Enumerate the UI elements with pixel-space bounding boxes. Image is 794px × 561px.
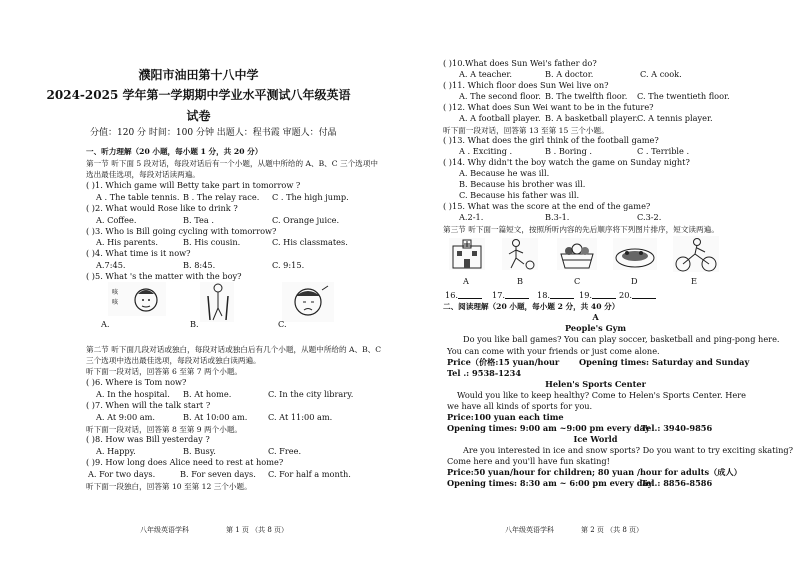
q10-option-b: B. A doctor. [545, 69, 594, 79]
question-4: ( )4. What time is it now? [86, 248, 191, 258]
blank-line-19 [592, 290, 616, 299]
blank-number-16: 16. [445, 289, 459, 300]
q4-option-c: C. 9:15. [272, 260, 305, 270]
question-2: ( )2. What would Rose like to drink ? [86, 203, 238, 213]
exam-title-line1: 2024-2025 学年第一学期期中学业水平测试八年级英语 [46, 88, 351, 102]
peoples-gym-tel: Tel .: 9538-1234 [447, 368, 522, 378]
q5-option-b: B. [190, 319, 199, 329]
q12-option-a: A. A football player. [459, 113, 541, 123]
q7-option-c: C. At 11:00 am. [268, 412, 333, 422]
dialogue-instruction-8-9: 听下面一段对话，回答第 8 至第 9 两个小题。 [86, 425, 243, 434]
q13-option-b: B . Boring . [545, 146, 593, 156]
food-plate-picture [613, 238, 657, 270]
exam-title-line2: 试卷 [186, 109, 211, 123]
part1-sec2-instructions-2: 三个选项中选出最佳选项，每段对话或独白读两遍。 [86, 356, 261, 365]
q6-option-a: A. In the hospital. [96, 389, 170, 399]
peoples-gym-text-1: Do you like ball games? You can play soccer, basketball and ping-pong here. [463, 334, 780, 344]
answer-blank-16[interactable] [445, 290, 482, 299]
q3-option-a: A. His parents. [96, 237, 158, 247]
peoples-gym-price: Price（价格:15 yuan/hour [447, 357, 560, 367]
blank-line-18 [550, 290, 574, 299]
blank-line-20 [632, 290, 656, 299]
q15-option-c: C.3-2. [637, 212, 662, 222]
q9-option-b: B. For seven days. [180, 469, 256, 479]
helens-opening-times: Opening times: 9:00 am ~9:00 pm every day [447, 423, 650, 433]
svg-text:咳: 咳 [112, 299, 119, 306]
q10-option-c: C. A cook. [640, 69, 682, 79]
picture-label-d: D [631, 276, 638, 286]
question-9: ( )9. How long does Alice need to rest at home? [86, 457, 284, 467]
peoples-gym-opening-times: Opening times: Saturday and Sunday [579, 357, 750, 367]
q5-option-a: A. [101, 319, 110, 329]
picture-label-a: A [463, 276, 469, 286]
q7-option-b: B. At 10:00 am. [183, 412, 248, 422]
blank-number-19: 19. [579, 289, 593, 300]
question-3: ( )3. Who is Bill going cycling with tomorrow? [86, 226, 277, 236]
question-13: ( )13. What does the girl think of the football game? [443, 135, 659, 145]
svg-text:咳: 咳 [112, 289, 119, 296]
question-5: ( )5. What 's the matter with the boy? [86, 271, 242, 281]
ice-world-title: Ice World [573, 434, 618, 444]
monologue-instruction-10-12: 听下面一段独白，回答第 10 至第 12 三个小题。 [86, 482, 252, 491]
picture-label-b: B [517, 276, 524, 286]
part1-sec1-instructions: 第一节 听下面 5 段对话，每段对话后有一个小题，从题中所给的 A、B、C 三个选项中 [86, 159, 378, 168]
q14-option-a: A. Because he was ill. [459, 168, 550, 178]
blank-line-17 [505, 290, 529, 299]
q15-option-b: B.3-1. [545, 212, 570, 222]
dialogue-instruction-13-15: 听下面一段对话，回答第 13 至第 15 三个小题。 [443, 126, 609, 135]
question-7: ( )7. When will the talk start ? [86, 400, 211, 410]
question-1: ( )1. Which game will Betty take part in tomorrow ? [86, 180, 301, 190]
exam-page-2 [397, 0, 794, 561]
peoples-gym-title: People's Gym [564, 323, 627, 333]
q5-option-c: C. [278, 319, 287, 329]
footer-subject: 八年级英语学科 [505, 526, 554, 534]
q1-option-a: A . The table tennis. [96, 192, 180, 202]
q2-option-c: C. Orange juice. [272, 215, 340, 225]
helens-text-2: we have all kinds of sports for you. [447, 401, 593, 411]
helens-tel: Tel.: 3940-9856 [641, 423, 713, 433]
q11-option-c: C. The twentieth floor. [637, 91, 730, 101]
answer-blank-17[interactable] [492, 290, 529, 299]
sick-boy-coughing-picture [108, 282, 166, 316]
q11-option-b: B. The twelfth floor. [545, 91, 628, 101]
boy-with-fever-picture [282, 282, 334, 322]
part1-heading: 一、听力理解（20 小题，每小题 1 分，共 20 分） [86, 147, 263, 156]
helens-text-1: Would you like to keep healthy? Come to Helen's Sports Center. Here [457, 390, 746, 400]
ice-world-tel: Tel.: 8856-8586 [641, 478, 713, 488]
q12-option-c: C. A tennis player. [637, 113, 713, 123]
blank-number-20: 20. [619, 289, 633, 300]
picture-label-e: E [691, 276, 697, 286]
q2-option-a: A. Coffee. [96, 215, 137, 225]
school-name: 濮阳市油田第十八中学 [138, 68, 259, 82]
footer-page-number: 第 1 页 （共 8 页） [226, 526, 289, 534]
dialogue-instruction-6-7: 听下面一段对话，回答第 6 至第 7 两个小题。 [86, 367, 243, 376]
part1-sec2-instructions: 第二节 听下面几段对话或独白，每段对话或独白后有几个小题，从题中所给的 A、B、C [86, 345, 382, 354]
question-10: ( )10.What does Sun Wei's father do? [443, 58, 597, 68]
q14-option-b: B. Because his brother was ill. [459, 179, 586, 189]
picture-label-c: C [574, 276, 581, 286]
q9-option-c: C. For half a month. [268, 469, 351, 479]
q2-option-b: B. Tea . [183, 215, 214, 225]
q1-option-b: B . The relay race. [183, 192, 260, 202]
answer-blank-19[interactable] [579, 290, 616, 299]
boy-playing-soccer-picture [502, 238, 538, 270]
question-12: ( )12. What does Sun Wei want to be in the future? [443, 102, 654, 112]
q6-option-b: B. At home. [183, 389, 232, 399]
q14-option-c: C. Because his father was ill. [459, 190, 580, 200]
fruit-basket-picture [557, 238, 597, 270]
q3-option-c: C. His classmates. [272, 237, 348, 247]
q9-option-a: A. For two days. [88, 469, 156, 479]
footer-subject: 八年级英语学科 [140, 526, 189, 534]
helens-price: Price:100 yuan each time [447, 412, 564, 422]
question-15: ( )15. What was the score at the end of the game? [443, 201, 651, 211]
part1-sec1-instructions-2: 选出最佳选项，每段对话读两遍。 [86, 170, 200, 179]
ice-world-text-1: Are you interested in ice and snow sports? Do you want to try exciting skating? [463, 445, 793, 455]
q12-option-b: B. A basketball player. [545, 113, 638, 123]
helens-sports-center-title: Helen's Sports Center [545, 379, 646, 389]
exam-info: 分值：120 分 时间：100 分钟 出题人：程书霞 审题人：付晶 [90, 128, 337, 138]
part2-heading: 二、阅读理解（20 小题，每小题 2 分，共 40 分） [443, 302, 620, 311]
q1-option-c: C . The high jump. [272, 192, 349, 202]
question-14: ( )14. Why didn't the boy watch the game on Sunday night? [443, 157, 690, 167]
passage-a-label: A [592, 312, 599, 322]
hospital-building-picture [449, 238, 485, 270]
q13-option-a: A . Exciting . [459, 146, 513, 156]
part1-sec3-instructions: 第三节 听下面一篇短文，按照所听内容的先后顺序将下列图片排序，短文读两遍。 [443, 225, 719, 234]
question-8: ( )8. How was Bill yesterday ? [86, 434, 210, 444]
q13-option-c: C . Terrible . [637, 146, 690, 156]
q8-option-c: C. Free. [268, 446, 302, 456]
q4-option-b: B. 8:45. [183, 260, 216, 270]
blank-number-18: 18. [537, 289, 551, 300]
ice-world-text-2: Come here and you'll have fun skating! [447, 456, 610, 466]
blank-number-17: 17. [492, 289, 506, 300]
q7-option-a: A. At 9:00 am. [96, 412, 156, 422]
q11-option-a: A. The second floor. [459, 91, 541, 101]
person-cycling-picture [673, 236, 719, 272]
ice-world-price: Price:50 yuan/hour for children; 80 yuan /hour for adults（成人） [447, 467, 742, 477]
peoples-gym-text-2: You can come with your friends or just come alone. [447, 346, 660, 356]
answer-blank-18[interactable] [537, 290, 574, 299]
blank-line-16 [458, 290, 482, 299]
ice-world-opening-times: Opening times: 8:30 am ~ 6:00 pm every day [447, 478, 653, 488]
q4-option-a: A.7:45. [96, 260, 126, 270]
answer-blank-20[interactable] [619, 290, 656, 299]
q6-option-c: C. In the city library. [268, 389, 354, 399]
q3-option-b: B. His cousin. [183, 237, 241, 247]
question-11: ( )11. Which floor does Sun Wei live on? [443, 80, 609, 90]
q8-option-a: A. Happy. [96, 446, 136, 456]
q8-option-b: B. Busy. [183, 446, 216, 456]
q15-option-a: A.2-1. [459, 212, 484, 222]
q10-option-a: A. A teacher. [459, 69, 512, 79]
boy-on-crutches-picture [200, 282, 234, 322]
footer-page-number: 第 2 页 （共 8 页） [581, 526, 644, 534]
question-6: ( )6. Where is Tom now? [86, 377, 187, 387]
